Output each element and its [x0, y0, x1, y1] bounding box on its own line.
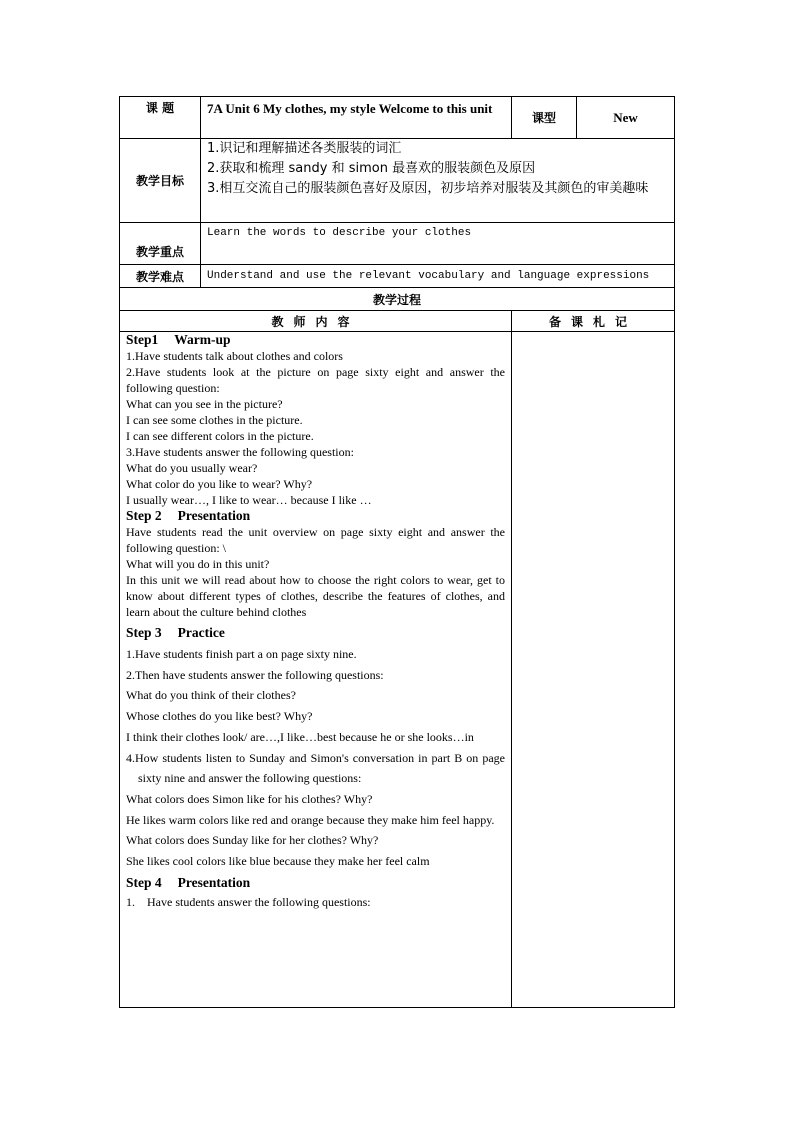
key-point-row	[120, 223, 675, 265]
step-line: I can see some clothes in the picture.	[126, 413, 303, 427]
step-line: In this unit we will read about how to choose the right colors to wear, get to know about different types of clothes, describe the features of clothes, and learn about the culture behind clothes	[126, 573, 505, 619]
step-heading: Step 2 Presentation	[126, 508, 251, 523]
step-line: He likes warm colors like red and orange because they make him feel happy.	[126, 812, 495, 827]
lesson-title: 7A Unit 6 My clothes, my style Welcome to this unit	[201, 97, 512, 139]
step-line: 3.Have students answer the following question:	[126, 445, 354, 459]
goals-list	[201, 139, 675, 223]
type-value: New	[577, 97, 675, 139]
step-line: 2.Have students look at the picture on page sixty eight and answer the following question:	[126, 365, 505, 395]
lesson-plan-table	[119, 96, 675, 1008]
step-line: I think their clothes look/ are…,I like…best because he or she looks…in	[126, 729, 474, 744]
step-line: What colors does Simon like for his clothes? Why?	[126, 791, 373, 806]
step-line: She likes cool colors like blue because they make her feel calm	[126, 854, 430, 869]
step-line: What colors does Sunday like for her clothes? Why?	[126, 833, 379, 848]
step-line: What will you do in this unit?	[126, 557, 270, 571]
key-point-text: Learn the words to describe your clothes	[201, 223, 675, 265]
goal-item: 3.相互交流自己的服装颜色喜好及原因，初步培养对服装及其颜色的审美趣味	[207, 181, 649, 196]
goal-item: 1.识记和理解描述各类服装的词汇	[207, 141, 402, 156]
teacher-content	[120, 332, 512, 1008]
process-header-row	[120, 311, 675, 332]
step-heading: Step 3 Practice	[126, 625, 225, 640]
type-label: 课型	[512, 97, 577, 139]
step-line: I can see different colors in the picture.	[126, 429, 314, 443]
step-line: What color do you like to wear? Why?	[126, 477, 313, 491]
goal-item: 2.获取和梳理 sandy 和 simon 最喜欢的服装颜色及原因	[207, 161, 536, 176]
step-heading: Step1 Warm-up	[126, 332, 231, 347]
step-line: 1.Have students talk about clothes and colors	[126, 349, 343, 363]
step-heading: Step 4 Presentation	[126, 874, 251, 890]
goals-label: 教学目标	[120, 139, 201, 223]
goals-row	[120, 139, 675, 223]
step-line: I usually wear…, I like to wear… because I like …	[126, 493, 372, 507]
difficulty-label: 教学难点	[120, 265, 201, 288]
step-line: 2.Then have students answer the following questions:	[126, 667, 384, 682]
step-line: Whose clothes do you like best? Why?	[126, 709, 313, 724]
difficulty-row	[120, 265, 675, 288]
header-row	[120, 97, 675, 139]
process-title: 教学过程	[120, 288, 675, 311]
step-line: Have students read the unit overview on page sixty eight and answer the following question: \	[126, 525, 505, 555]
teacher-content-header: 教师内容	[120, 311, 512, 332]
key-point-label: 教学重点	[120, 223, 201, 265]
step-line: 4.How students listen to Sunday and Simon's conversation in part B on page sixty nine and answer the following questions:	[126, 750, 505, 786]
topic-label: 课 题	[120, 97, 201, 139]
difficulty-text: Understand and use the relevant vocabulary and language expressions	[201, 265, 675, 288]
notes-column	[512, 332, 675, 1008]
process-title-row	[120, 288, 675, 311]
step-line: What do you think of their clothes?	[126, 688, 296, 703]
step-line: 1. Have students answer the following questions:	[126, 894, 371, 909]
step-line: What can you see in the picture?	[126, 397, 283, 411]
notes-header: 备课札记	[512, 311, 675, 332]
process-body-row	[120, 332, 675, 1008]
step-line: 1.Have students finish part a on page sixty nine.	[126, 647, 357, 661]
step-line: What do you usually wear?	[126, 461, 258, 475]
